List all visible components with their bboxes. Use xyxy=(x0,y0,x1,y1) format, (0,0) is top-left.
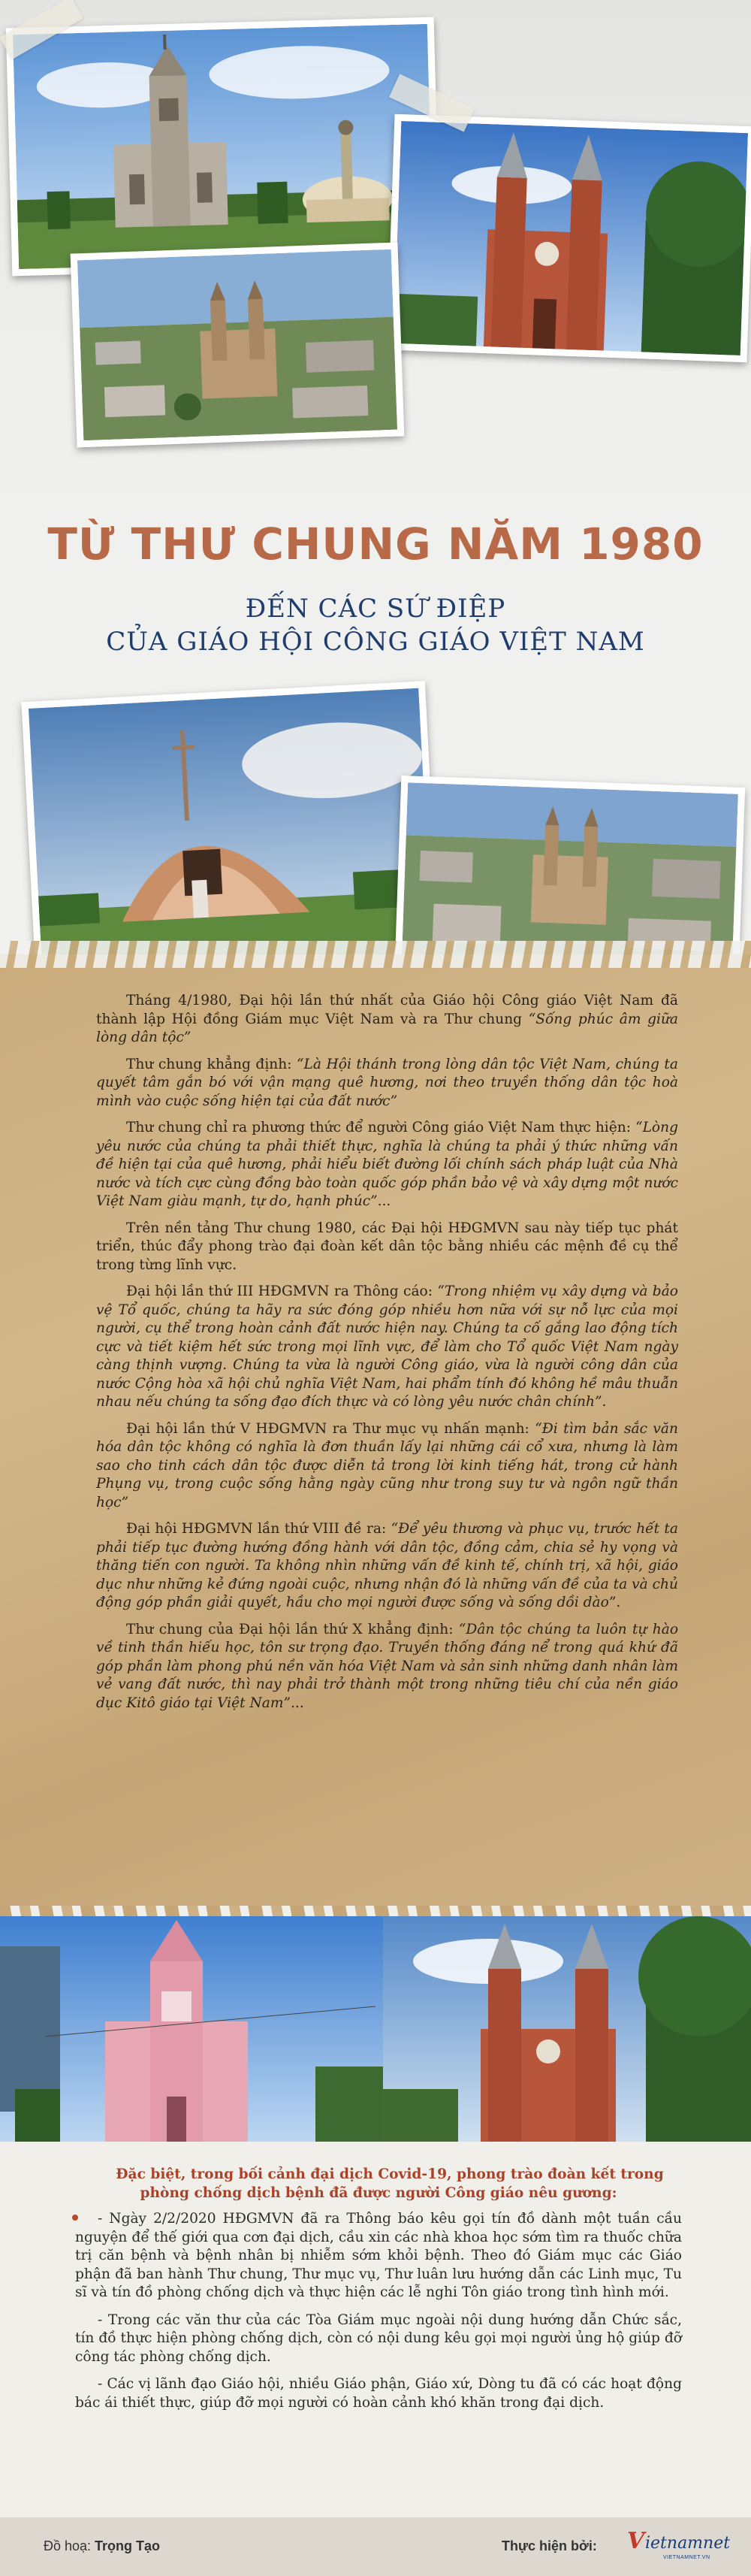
covid-item: - Ngày 2/2/2020 HĐGMVN đã ra Thông báo kêu gọi tín đồ dành một tuần cầu nguyện để thế giới qua cơn đại dịch, cầu xin các nhà khoa học sớm tìm ra thuốc chữa trị căn bệnh và bệnh nhân bị nhiễm sớm khỏi bệnh. Theo đó Giám mục các Giáo phận đã ban hành Thư chung, Thư mục vụ, Thư luân lưu hướng dẫn các Linh mục, Tu sĩ và tín đồ phòng chống dịch và thực hiện các lễ nghi Tôn giáo trong tình hình mới. xyxy=(75,2210,682,2302)
church-photo-strip xyxy=(0,1916,751,2142)
article-paragraph: Trên nền tảng Thư chung 1980, các Đại hội HĐGMVN sau này tiếp tục phát triển, thúc đẩy phong trào đại đoàn kết dân tộc bằng nhiều các mệnh đề cụ thể trong từng lĩnh vực. xyxy=(96,1220,678,1273)
footer-credits xyxy=(0,2517,751,2576)
article-paragraph: Tháng 4/1980, Đại hội lần thứ nhất của Giáo hội Công giáo Việt Nam đã thành lập Hội đồng Giám mục Việt Nam và ra Thư chung “Sống phúc âm giữa lòng dân tộc” xyxy=(96,993,679,1045)
subtitle-line-1: ĐẾN CÁC SỨ ĐIỆP xyxy=(245,594,506,624)
subtitle-line-2: CỦA GIÁO HỘI CÔNG GIÁO VIỆT NAM xyxy=(106,627,645,657)
article-paragraph: Đại hội lần thứ V HĐGMVN ra Thư mục vụ nhấn mạnh: “Đi tìm bản sắc văn hóa dân tộc không có nghĩa là đơn thuần lấy lại những cái cổ xưa, nhưng là làm sao cho tinh cách dân tộc được diễn tả trong lời kinh tiếng hát, trong cử hành Phụng vụ, trong cuộc sống hằng ngày cũng như trong suy tư và ngôn ngữ thần học” xyxy=(96,1420,678,1510)
article-body xyxy=(96,992,678,1721)
covid-section xyxy=(75,2166,682,2421)
main-title: TỪ THƯ CHUNG NĂM 1980 xyxy=(47,519,704,570)
covid-item: - Các vị lãnh đạo Giáo hội, nhiều Giáo phận, Giáo xứ, Dòng tu đã có các hoạt động bác ái thiết thực, giúp đỡ mọi người có hoàn cảnh khó khăn trong đại dịch. xyxy=(75,2376,682,2411)
produced-by-label: Thực hiện bởi: xyxy=(502,2538,597,2553)
vietnamnet-logo[interactable]: V ietnamnet VIETNAMNET.VN xyxy=(627,2528,731,2560)
photo-red-brick-cathedral xyxy=(387,114,751,363)
covid-lead-text: Đặc biệt, trong bối cảnh đại dịch Covid-19, phong trào đoàn kết trong phòng chống dịch bệnh đã được người Công giáo nêu gương: xyxy=(116,2166,664,2201)
photo-stone-cathedral xyxy=(6,17,440,277)
photo-modern-church xyxy=(21,681,439,986)
article-paragraph: Đại hội lần thứ III HĐGMVN ra Thông cáo: “Trong nhiệm vụ xây dựng và bảo vệ Tổ quốc, chúng ta hãy ra sức đóng góp nhiều hơn nữa với sự nỗ lực của mọi người, cụ thể trong hoàn cảnh đất nước hiện nay. Chúng ta cố gắng lao động tích cực và tiết kiệm hết sức trong mọi lĩnh vực, để làm cho Tổ quốc Việt Nam ngày càng thịnh vượng. Chúng ta vừa là người Công giáo, vừa là người công dân của nước Cộng hòa xã hội chủ nghĩa Việt Nam, hai phẩm tính đó không hề mâu thuẫn nhau nếu chúng ta sống đạo đích thực và có lòng yêu nước chân chính”. xyxy=(96,1283,678,1410)
article-paragraph: Thư chung khẳng định: “Là Hội thánh trong lòng dân tộc Việt Nam, chúng ta quyết tâm gắn bó với vận mạng quê hương, nơi theo truyền thống dân tộc hoà mình vào cuộc sống hiện tại của đất nước” xyxy=(96,1056,678,1109)
subtitle xyxy=(0,592,751,658)
graphics-credit: Đồ hoạ: Trọng Tạo xyxy=(44,2538,161,2553)
covid-item: - Trong các văn thư của các Tòa Giám mục ngoài nội dung hướng dẫn Chức sắc, tín đồ thực hiện phòng chống dịch, còn có nội dung kêu gọi mọi người ủng hộ giúp đỡ công tác phòng chống dịch. xyxy=(75,2311,682,2365)
article-paragraph: Thư chung chỉ ra phương thức để người Công giáo Việt Nam thực hiện: “Lòng yêu nước của chúng ta phải thiết thực, nghĩa là chúng ta phải ý thức những vấn đề hiện tại của quê hương, phải hiểu biết đường lối chính sách pháp luật của Nhà nước và tích cực cùng đồng bào toàn quốc góp phần bảo vệ và xây dựng một nước Việt Nam giàu mạnh, tự do, hạnh phúc”... xyxy=(96,1120,678,1209)
photo-aerial-cathedral-town xyxy=(71,242,405,447)
bullet-icon xyxy=(72,2215,78,2221)
article-paragraph: Thư chung của Đại hội lần thứ X khẳng định: “Dân tộc chúng ta luôn tự hào về tinh thần hiếu học, tôn sư trọng đạo. Truyền thống đáng nể trong quá khứ đã góp phần làm phong phú nền văn hóa Việt Nam và sản sinh những danh nhân làm vẻ vang đất nước, thì nay phải trở thành một trong những tiêu chí của nền giáo dục Kitô giáo tại Việt Nam”... xyxy=(96,1621,679,1711)
article-paragraph: Đại hội HĐGMVN lần thứ VIII đề ra: “Để yêu thương và phục vụ, trước hết ta phải tiếp tục đường hướng đồng hành với dân tộc, đồng cảm, chia sẻ hy vọng và thăng tiến con người. Ta không nhìn những vấn đề kinh tế, chính trị, xã hội, giáo dục như những kẻ đứng ngoài cuộc, nhưng nhận đó là những vấn đề của ta và chủ động góp phần giải quyết, hầu cho mọi người được sống và sống dồi dào”. xyxy=(96,1521,678,1610)
